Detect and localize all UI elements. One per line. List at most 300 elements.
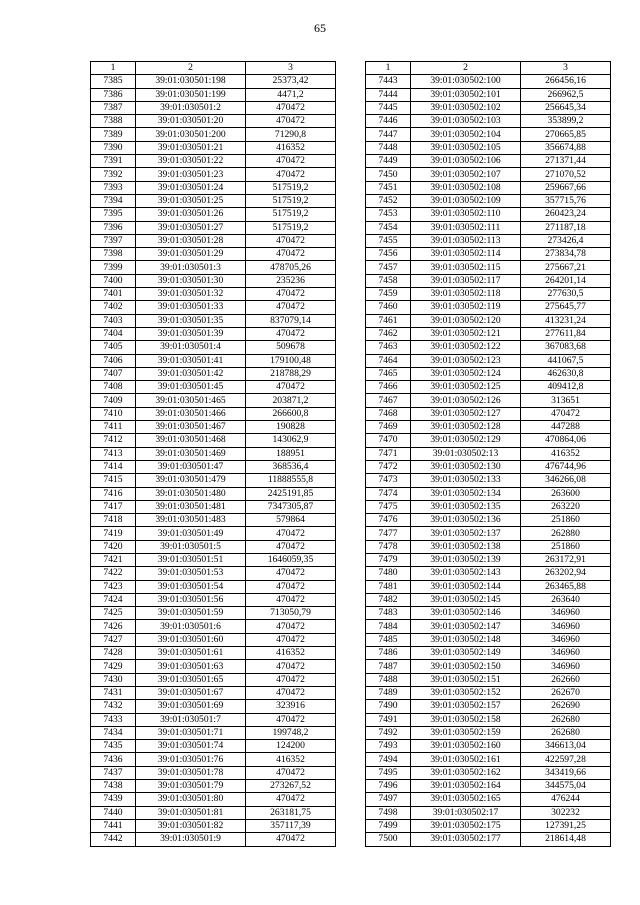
cell-number: 7456 <box>366 248 411 261</box>
table-row <box>366 274 611 287</box>
cell-value: 277630,5 <box>521 288 611 301</box>
cell-number: 7385 <box>91 75 136 88</box>
cell-value: 71290,8 <box>246 128 336 141</box>
cell-cadastral-id: 39:01:030502:145 <box>411 593 521 606</box>
cell-number: 7405 <box>91 341 136 354</box>
cell-cadastral-id: 39:01:030502:109 <box>411 194 521 207</box>
cell-value: 262880 <box>521 527 611 540</box>
table-row <box>366 301 611 314</box>
cell-cadastral-id: 39:01:030501:24 <box>136 181 246 194</box>
cell-cadastral-id: 39:01:030501:42 <box>136 367 246 380</box>
table-row <box>91 367 336 380</box>
cell-value: 313651 <box>521 394 611 407</box>
cell-number: 7477 <box>366 527 411 540</box>
table-row <box>91 421 336 434</box>
cell-cadastral-id: 39:01:030501:71 <box>136 726 246 739</box>
cell-cadastral-id: 39:01:030501:22 <box>136 155 246 168</box>
table-row <box>91 487 336 500</box>
cell-cadastral-id: 39:01:030501:469 <box>136 447 246 460</box>
column-header-number: 1 <box>91 62 136 75</box>
table-row <box>91 514 336 527</box>
cell-value: 470472 <box>246 168 336 181</box>
table-row <box>366 567 611 580</box>
table-row <box>366 234 611 247</box>
cell-number: 7476 <box>366 514 411 527</box>
table-row <box>91 726 336 739</box>
cell-value: 470472 <box>246 527 336 540</box>
cell-value: 470472 <box>521 407 611 420</box>
cell-cadastral-id: 39:01:030502:147 <box>411 620 521 633</box>
table-row <box>91 434 336 447</box>
cell-value: 509678 <box>246 341 336 354</box>
table-row <box>91 553 336 566</box>
cell-value: 470472 <box>246 301 336 314</box>
cell-cadastral-id: 39:01:030501:481 <box>136 500 246 513</box>
column-header-number: 1 <box>366 62 411 75</box>
cell-value: 478705,26 <box>246 261 336 274</box>
cell-value: 190828 <box>246 421 336 434</box>
cell-value: 124200 <box>246 740 336 753</box>
cell-cadastral-id: 39:01:030501:67 <box>136 686 246 699</box>
cell-cadastral-id: 39:01:030502:148 <box>411 633 521 646</box>
table-row <box>366 327 611 340</box>
cell-value: 416352 <box>246 141 336 154</box>
cell-value: 235236 <box>246 274 336 287</box>
cell-cadastral-id: 39:01:030501:26 <box>136 208 246 221</box>
cell-value: 323916 <box>246 700 336 713</box>
table-row <box>366 487 611 500</box>
cell-number: 7432 <box>91 700 136 713</box>
table-row <box>91 620 336 633</box>
cell-cadastral-id: 39:01:030501:33 <box>136 301 246 314</box>
cell-value: 409412,8 <box>521 381 611 394</box>
cell-number: 7450 <box>366 168 411 181</box>
cell-number: 7471 <box>366 447 411 460</box>
cell-cadastral-id: 39:01:030501:81 <box>136 806 246 819</box>
cell-number: 7440 <box>91 806 136 819</box>
cell-value: 266962,5 <box>521 88 611 101</box>
cell-cadastral-id: 39:01:030501:49 <box>136 527 246 540</box>
table-row <box>366 434 611 447</box>
cell-cadastral-id: 39:01:030501:4 <box>136 341 246 354</box>
table-row <box>91 593 336 606</box>
cell-value: 262690 <box>521 700 611 713</box>
cell-value: 218788,29 <box>246 367 336 380</box>
cell-number: 7415 <box>91 474 136 487</box>
cell-cadastral-id: 39:01:030502:137 <box>411 527 521 540</box>
table-header-row <box>91 62 336 75</box>
cell-number: 7468 <box>366 407 411 420</box>
cell-cadastral-id: 39:01:030502:126 <box>411 394 521 407</box>
cell-number: 7500 <box>366 833 411 846</box>
cell-cadastral-id: 39:01:030501:79 <box>136 780 246 793</box>
cell-cadastral-id: 39:01:030501:39 <box>136 327 246 340</box>
cell-value: 344575,04 <box>521 780 611 793</box>
cell-value: 270665,85 <box>521 128 611 141</box>
table-row <box>366 686 611 699</box>
cell-cadastral-id: 39:01:030502:152 <box>411 686 521 699</box>
cell-cadastral-id: 39:01:030501:5 <box>136 540 246 553</box>
cell-number: 7489 <box>366 686 411 699</box>
table-row <box>366 527 611 540</box>
cell-cadastral-id: 39:01:030501:467 <box>136 421 246 434</box>
cell-cadastral-id: 39:01:030502:130 <box>411 460 521 473</box>
table-row <box>366 474 611 487</box>
table-row <box>366 673 611 686</box>
table-row <box>91 819 336 832</box>
cell-value: 264201,14 <box>521 274 611 287</box>
cell-value: 346960 <box>521 647 611 660</box>
table-row <box>366 354 611 367</box>
cell-cadastral-id: 39:01:030501:483 <box>136 514 246 527</box>
cell-number: 7469 <box>366 421 411 434</box>
cell-number: 7472 <box>366 460 411 473</box>
cell-number: 7437 <box>91 766 136 779</box>
cell-number: 7429 <box>91 660 136 673</box>
cell-number: 7462 <box>366 327 411 340</box>
cell-value: 346960 <box>521 660 611 673</box>
table-row <box>366 700 611 713</box>
table-row <box>91 474 336 487</box>
cell-value: 251860 <box>521 540 611 553</box>
cell-number: 7473 <box>366 474 411 487</box>
cell-cadastral-id: 39:01:030501:27 <box>136 221 246 234</box>
cell-cadastral-id: 39:01:030501:198 <box>136 75 246 88</box>
table-row <box>366 460 611 473</box>
cell-value: 1646059,35 <box>246 553 336 566</box>
table-row <box>366 753 611 766</box>
cell-cadastral-id: 39:01:030501:6 <box>136 620 246 633</box>
cell-cadastral-id: 39:01:030502:134 <box>411 487 521 500</box>
table-row <box>366 221 611 234</box>
cell-cadastral-id: 39:01:030502:113 <box>411 234 521 247</box>
cadastral-table-left <box>90 61 336 847</box>
table-row <box>91 341 336 354</box>
cell-value: 470472 <box>246 793 336 806</box>
cell-value: 266600,8 <box>246 407 336 420</box>
cell-value: 346960 <box>521 620 611 633</box>
cell-number: 7467 <box>366 394 411 407</box>
cell-cadastral-id: 39:01:030502:120 <box>411 314 521 327</box>
cell-value: 517519,2 <box>246 181 336 194</box>
table-row <box>91 394 336 407</box>
cell-cadastral-id: 39:01:030501:63 <box>136 660 246 673</box>
cell-number: 7465 <box>366 367 411 380</box>
cell-number: 7461 <box>366 314 411 327</box>
cell-value: 470472 <box>246 327 336 340</box>
cell-value: 470472 <box>246 248 336 261</box>
table-header-row <box>366 62 611 75</box>
cell-number: 7436 <box>91 753 136 766</box>
cell-value: 266456,16 <box>521 75 611 88</box>
table-row <box>366 740 611 753</box>
cell-number: 7460 <box>366 301 411 314</box>
cell-number: 7416 <box>91 487 136 500</box>
cell-cadastral-id: 39:01:030502:160 <box>411 740 521 753</box>
table-row <box>91 101 336 114</box>
cell-value: 263600 <box>521 487 611 500</box>
cell-number: 7412 <box>91 434 136 447</box>
cell-cadastral-id: 39:01:030501:21 <box>136 141 246 154</box>
cell-cadastral-id: 39:01:030502:102 <box>411 101 521 114</box>
table-row <box>366 421 611 434</box>
cell-value: 441067,5 <box>521 354 611 367</box>
table-row <box>91 155 336 168</box>
column-header-cadastral-id: 2 <box>136 62 246 75</box>
cell-value: 2425191,85 <box>246 487 336 500</box>
table-row <box>91 88 336 101</box>
cell-cadastral-id: 39:01:030502:143 <box>411 567 521 580</box>
cell-number: 7418 <box>91 514 136 527</box>
cell-cadastral-id: 39:01:030502:124 <box>411 367 521 380</box>
cell-cadastral-id: 39:01:030502:161 <box>411 753 521 766</box>
cell-cadastral-id: 39:01:030502:164 <box>411 780 521 793</box>
cell-value: 470472 <box>246 115 336 128</box>
cell-number: 7492 <box>366 726 411 739</box>
table-row <box>366 726 611 739</box>
cell-cadastral-id: 39:01:030502:106 <box>411 155 521 168</box>
cell-value: 470472 <box>246 580 336 593</box>
cell-number: 7459 <box>366 288 411 301</box>
cell-cadastral-id: 39:01:030502:129 <box>411 434 521 447</box>
table-row <box>91 141 336 154</box>
cell-value: 470472 <box>246 620 336 633</box>
cell-number: 7413 <box>91 447 136 460</box>
table-row <box>366 793 611 806</box>
cell-cadastral-id: 39:01:030501:69 <box>136 700 246 713</box>
table-row <box>366 194 611 207</box>
cell-cadastral-id: 39:01:030502:136 <box>411 514 521 527</box>
cell-cadastral-id: 39:01:030502:175 <box>411 819 521 832</box>
cell-number: 7389 <box>91 128 136 141</box>
cell-cadastral-id: 39:01:030502:110 <box>411 208 521 221</box>
cell-cadastral-id: 39:01:030501:80 <box>136 793 246 806</box>
cell-number: 7488 <box>366 673 411 686</box>
table-row <box>366 553 611 566</box>
cell-value: 470472 <box>246 567 336 580</box>
cell-value: 263202,94 <box>521 567 611 580</box>
cell-cadastral-id: 39:01:030501:7 <box>136 713 246 726</box>
cell-number: 7430 <box>91 673 136 686</box>
cell-value: 277611,84 <box>521 327 611 340</box>
cell-cadastral-id: 39:01:030502:151 <box>411 673 521 686</box>
table-row <box>91 75 336 88</box>
table-row <box>91 314 336 327</box>
cell-cadastral-id: 39:01:030501:60 <box>136 633 246 646</box>
table-row <box>91 700 336 713</box>
cell-cadastral-id: 39:01:030501:78 <box>136 766 246 779</box>
cell-cadastral-id: 39:01:030502:119 <box>411 301 521 314</box>
table-row <box>91 580 336 593</box>
cell-number: 7390 <box>91 141 136 154</box>
cell-value: 470472 <box>246 155 336 168</box>
cell-number: 7449 <box>366 155 411 168</box>
table-row <box>366 261 611 274</box>
cell-number: 7493 <box>366 740 411 753</box>
table-row <box>366 500 611 513</box>
cell-cadastral-id: 39:01:030501:3 <box>136 261 246 274</box>
cell-number: 7470 <box>366 434 411 447</box>
cell-value: 199748,2 <box>246 726 336 739</box>
cell-number: 7455 <box>366 234 411 247</box>
cell-value: 470472 <box>246 540 336 553</box>
cell-number: 7423 <box>91 580 136 593</box>
table-row <box>91 194 336 207</box>
cell-number: 7434 <box>91 726 136 739</box>
cell-value: 517519,2 <box>246 221 336 234</box>
cell-number: 7475 <box>366 500 411 513</box>
cell-value: 260423,24 <box>521 208 611 221</box>
cell-cadastral-id: 39:01:030501:28 <box>136 234 246 247</box>
cell-cadastral-id: 39:01:030502:149 <box>411 647 521 660</box>
table-row <box>366 833 611 846</box>
cell-number: 7410 <box>91 407 136 420</box>
table-row <box>366 101 611 114</box>
cell-cadastral-id: 39:01:030502:121 <box>411 327 521 340</box>
cell-cadastral-id: 39:01:030502:146 <box>411 607 521 620</box>
cell-value: 343419,66 <box>521 766 611 779</box>
cell-value: 476744,96 <box>521 460 611 473</box>
table-row <box>91 660 336 673</box>
cell-number: 7391 <box>91 155 136 168</box>
table-row <box>91 381 336 394</box>
cell-number: 7446 <box>366 115 411 128</box>
cell-number: 7499 <box>366 819 411 832</box>
table-row <box>366 168 611 181</box>
cell-value: 273267,52 <box>246 780 336 793</box>
cell-value: 413231,24 <box>521 314 611 327</box>
cell-value: 713050,79 <box>246 607 336 620</box>
cell-cadastral-id: 39:01:030502:162 <box>411 766 521 779</box>
cell-number: 7458 <box>366 274 411 287</box>
cell-cadastral-id: 39:01:030501:480 <box>136 487 246 500</box>
table-row <box>91 567 336 580</box>
table-row <box>91 527 336 540</box>
cell-number: 7386 <box>91 88 136 101</box>
table-row <box>91 540 336 553</box>
cell-number: 7387 <box>91 101 136 114</box>
cell-cadastral-id: 39:01:030502:104 <box>411 128 521 141</box>
table-row <box>366 620 611 633</box>
table-row <box>366 381 611 394</box>
cell-number: 7466 <box>366 381 411 394</box>
cell-number: 7498 <box>366 806 411 819</box>
cell-value: 273834,78 <box>521 248 611 261</box>
cell-cadastral-id: 39:01:030502:158 <box>411 713 521 726</box>
table-row <box>91 407 336 420</box>
table-row <box>366 819 611 832</box>
cell-cadastral-id: 39:01:030501:20 <box>136 115 246 128</box>
cell-cadastral-id: 39:01:030502:117 <box>411 274 521 287</box>
cell-number: 7428 <box>91 647 136 660</box>
cell-number: 7398 <box>91 248 136 261</box>
table-row <box>366 115 611 128</box>
cell-value: 127391,25 <box>521 819 611 832</box>
table-row <box>91 208 336 221</box>
cell-cadastral-id: 39:01:030502:177 <box>411 833 521 846</box>
cell-value: 271371,44 <box>521 155 611 168</box>
cell-number: 7399 <box>91 261 136 274</box>
cell-cadastral-id: 39:01:030501:59 <box>136 607 246 620</box>
cell-value: 263220 <box>521 500 611 513</box>
cell-value: 143062,9 <box>246 434 336 447</box>
cell-number: 7402 <box>91 301 136 314</box>
cell-number: 7404 <box>91 327 136 340</box>
cell-value: 356674,88 <box>521 141 611 154</box>
cell-number: 7420 <box>91 540 136 553</box>
column-header-value: 3 <box>246 62 336 75</box>
table-row <box>91 793 336 806</box>
cell-cadastral-id: 39:01:030502:139 <box>411 553 521 566</box>
cell-number: 7394 <box>91 194 136 207</box>
table-row <box>366 208 611 221</box>
cell-number: 7422 <box>91 567 136 580</box>
cell-number: 7419 <box>91 527 136 540</box>
cell-value: 302232 <box>521 806 611 819</box>
table-row <box>91 607 336 620</box>
cell-cadastral-id: 39:01:030502:103 <box>411 115 521 128</box>
cell-number: 7427 <box>91 633 136 646</box>
cell-number: 7431 <box>91 686 136 699</box>
cell-value: 263172,91 <box>521 553 611 566</box>
table-row <box>366 580 611 593</box>
cell-value: 470472 <box>246 381 336 394</box>
cell-cadastral-id: 39:01:030502:128 <box>411 421 521 434</box>
table-row <box>91 460 336 473</box>
cell-number: 7494 <box>366 753 411 766</box>
cell-cadastral-id: 39:01:030502:13 <box>411 447 521 460</box>
cell-value: 218614,48 <box>521 833 611 846</box>
table-row <box>91 686 336 699</box>
cell-number: 7445 <box>366 101 411 114</box>
cell-number: 7388 <box>91 115 136 128</box>
cell-cadastral-id: 39:01:030501:29 <box>136 248 246 261</box>
cell-cadastral-id: 39:01:030501:468 <box>136 434 246 447</box>
cell-number: 7421 <box>91 553 136 566</box>
cell-cadastral-id: 39:01:030502:165 <box>411 793 521 806</box>
cell-value: 470472 <box>246 766 336 779</box>
cell-number: 7433 <box>91 713 136 726</box>
cell-value: 262680 <box>521 726 611 739</box>
cell-value: 353899,2 <box>521 115 611 128</box>
cell-number: 7491 <box>366 713 411 726</box>
cell-value: 470472 <box>246 288 336 301</box>
cell-number: 7406 <box>91 354 136 367</box>
cell-number: 7417 <box>91 500 136 513</box>
cell-value: 263640 <box>521 593 611 606</box>
cell-value: 4471,2 <box>246 88 336 101</box>
cell-number: 7452 <box>366 194 411 207</box>
table-row <box>91 327 336 340</box>
cell-cadastral-id: 39:01:030502:138 <box>411 540 521 553</box>
cell-value: 470472 <box>246 833 336 846</box>
cell-value: 25373,42 <box>246 75 336 88</box>
cell-value: 367083,68 <box>521 341 611 354</box>
cell-value: 470472 <box>246 633 336 646</box>
table-row <box>366 593 611 606</box>
table-row <box>91 447 336 460</box>
cadastral-table-right <box>365 61 611 847</box>
cell-value: 470472 <box>246 101 336 114</box>
cell-number: 7426 <box>91 620 136 633</box>
cell-cadastral-id: 39:01:030501:32 <box>136 288 246 301</box>
cell-cadastral-id: 39:01:030502:107 <box>411 168 521 181</box>
cell-number: 7393 <box>91 181 136 194</box>
cell-value: 259667,66 <box>521 181 611 194</box>
cell-value: 470472 <box>246 686 336 699</box>
cell-cadastral-id: 39:01:030501:2 <box>136 101 246 114</box>
cell-value: 263181,75 <box>246 806 336 819</box>
